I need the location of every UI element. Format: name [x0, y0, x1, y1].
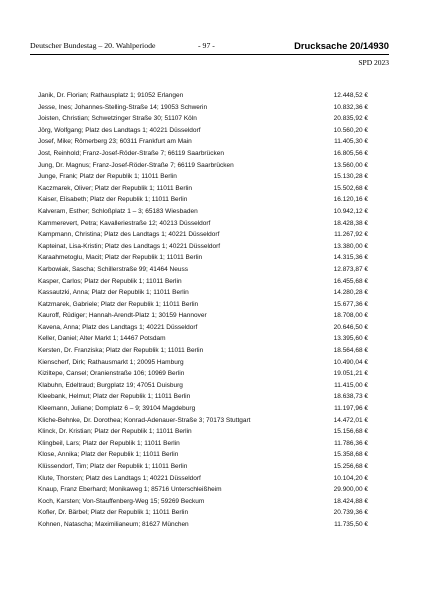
amount: 10.104,20 €: [333, 474, 368, 482]
list-item: [38, 484, 368, 496]
recipient-name-address: Kampmann, Christina; Platz des Landtags 1; 40221 Düsseldorf: [38, 231, 220, 239]
recipient-name-address: Karbowiak, Sascha; Schillerstraße 99; 41464 Neuss: [38, 265, 188, 273]
amount: 15.358,68 €: [333, 451, 368, 459]
amount: 14.315,36 €: [333, 254, 368, 262]
list-item: [38, 368, 368, 380]
list-item: [38, 206, 368, 218]
amount: 11.786,36 €: [334, 439, 368, 447]
list-item: [38, 276, 368, 288]
recipient-name-address: Kiziltepe, Cansel; Oranienstraße 106; 10969 Berlin: [38, 370, 185, 378]
list-item: [38, 148, 368, 160]
amount: 14.472,01 €: [333, 416, 368, 424]
list-item: [38, 449, 368, 461]
list-item: [38, 357, 368, 369]
list-item: [38, 415, 368, 427]
recipient-name-address: Klose, Annika; Platz der Republik 1; 11011 Berlin: [38, 451, 179, 459]
amount: 13.560,00 €: [333, 161, 368, 169]
amount: 15.677,36 €: [333, 300, 368, 308]
recipient-name-address: Kaiser, Elisabeth; Platz der Republik 1; 11011 Berlin: [38, 196, 188, 204]
list-item: [38, 90, 368, 102]
recipient-name-address: Koch, Karsten; Von-Stauffenberg-Weg 15; 59269 Beckum: [38, 497, 205, 505]
list-item: [38, 461, 368, 473]
recipient-name-address: Janik, Dr. Florian; Rathausplatz 1; 91052 Erlangen: [38, 92, 184, 99]
list-item: [38, 426, 368, 438]
list-item: [38, 403, 368, 415]
recipient-name-address: Josef, Mike; Römerberg 23; 60311 Frankfurt am Main: [38, 138, 192, 146]
amount: 11.735,50 €: [334, 520, 368, 528]
list-item: [38, 519, 368, 531]
amount: 15.256,68 €: [333, 463, 368, 470]
list-item: [38, 507, 368, 519]
recipient-name-address: Kleebank, Helmut; Platz der Republik 1; 11011 Berlin: [38, 393, 191, 401]
amount: 19.051,21 €: [333, 370, 368, 378]
list-item: [38, 102, 368, 114]
list-item: [38, 125, 368, 137]
list-item: [38, 229, 368, 241]
list-item: [38, 391, 368, 403]
amount: 18.428,38 €: [333, 219, 368, 227]
recipient-name-address: Kersten, Dr. Franziska; Platz der Republik 1; 11011 Berlin: [38, 347, 204, 355]
list-item: [38, 160, 368, 172]
recipient-name-address: Kapteinat, Lisa-Kristin; Platz des Landtags 1; 40221 Düsseldorf: [38, 242, 221, 250]
recipient-name-address: Karaahmetoglu, Macit; Platz der Republik 1; 11011 Berlin: [38, 254, 203, 262]
amount: 18.424,88 €: [333, 497, 368, 505]
recipient-name-address: Jung, Dr. Magnus; Franz-Josef-Röder-Straße 7; 66119 Saarbrücken: [38, 161, 234, 169]
amount: 12.873,87 €: [333, 265, 368, 273]
list-item: [38, 183, 368, 195]
list-item: [38, 194, 368, 206]
party-label: SPD 2023: [358, 58, 389, 67]
recipient-name-address: Keller, Daniel; Alter Markt 1; 14467 Potsdam: [38, 335, 166, 343]
recipient-name-address: Jost, Reinhold; Franz-Josef-Röder-Straße 7; 66119 Saarbrücken: [38, 149, 224, 157]
amount: 29.900,00 €: [333, 486, 368, 494]
recipient-name-address: Jörg, Wolfgang; Platz des Landtags 1; 40221 Düsseldorf: [38, 126, 201, 134]
recipient-name-address: Kassautzki, Anna; Platz der Republik 1; 11011 Berlin: [38, 289, 189, 297]
recipient-name-address: Kliche-Behnke, Dr. Dorothea; Konrad-Adenauer-Straße 3; 70173 Stuttgart: [38, 416, 251, 424]
amount: 15.156,68 €: [333, 428, 368, 436]
header-divider: [30, 54, 389, 55]
amount: 10.560,20 €: [333, 126, 368, 134]
amount: 20.739,36 €: [333, 509, 368, 517]
amount: 20.646,50 €: [333, 323, 368, 331]
recipient-name-address: Klüssendorf, Tim; Platz der Republik 1; 11011 Berlin: [38, 463, 188, 470]
recipient-name-address: Kleemann, Juliane; Domplatz 6 – 9; 39104 Magdeburg: [38, 405, 196, 413]
list-item: [38, 438, 368, 450]
donation-list: [38, 90, 368, 531]
recipient-name-address: Kauroff, Rüdiger; Hannah-Arendt-Platz 1; 30159 Hannover: [38, 312, 207, 320]
recipient-name-address: Kalveram, Esther; Schloßplatz 1 – 3; 65183 Wiesbaden: [38, 207, 198, 215]
amount: 13.380,00 €: [333, 242, 368, 250]
amount: 18.708,00 €: [333, 312, 368, 320]
page-number: - 97 -: [198, 41, 215, 50]
amount: 14.280,28 €: [333, 289, 368, 297]
recipient-name-address: Kaczmarek, Oliver; Platz der Republik 1; 11011 Berlin: [38, 184, 193, 192]
amount: 20.835,92 €: [333, 115, 368, 123]
list-item: [38, 241, 368, 253]
list-item: [38, 333, 368, 345]
list-item: [38, 345, 368, 357]
recipient-name-address: Joisten, Christian; Schwetzinger Straße 30; 51107 Köln: [38, 115, 197, 123]
list-item: [38, 473, 368, 485]
amount: 10.832,36 €: [333, 103, 368, 111]
amount: 13.395,60 €: [333, 335, 368, 343]
list-item: [38, 171, 368, 183]
document-number: Drucksache 20/14930: [294, 40, 389, 51]
amount: 18.638,73 €: [333, 393, 368, 401]
amount: 10.490,04 €: [333, 358, 368, 366]
recipient-name-address: Kammerevert, Petra; Kavalleriestraße 12; 40213 Düsseldorf: [38, 219, 211, 227]
recipient-name-address: Kienscherf, Dirk; Rathausmarkt 1; 20095 Hamburg: [38, 358, 184, 366]
amount: 16.120,16 €: [333, 196, 368, 204]
list-item: [38, 299, 368, 311]
amount: 11.405,30 €: [334, 138, 368, 146]
recipient-name-address: Junge, Frank; Platz der Republik 1; 11011 Berlin: [38, 173, 177, 181]
recipient-name-address: Klingbeil, Lars; Platz der Republik 1; 11011 Berlin: [38, 439, 180, 447]
amount: 16.455,68 €: [333, 277, 368, 285]
recipient-name-address: Klute, Thorsten; Platz des Landtags 1; 40221 Düsseldorf: [38, 474, 201, 482]
list-item: [38, 380, 368, 392]
amount: 16.805,56 €: [333, 149, 368, 157]
recipient-name-address: Kohnen, Natascha; Maximilianeum; 81627 München: [38, 520, 189, 528]
recipient-name-address: Katzmarek, Gabriele; Platz der Republik 1; 11011 Berlin: [38, 300, 199, 308]
recipient-name-address: Jesse, Ines; Johannes-Stelling-Straße 14; 19053 Schwerin: [38, 103, 208, 111]
list-item: [38, 218, 368, 230]
list-item: [38, 136, 368, 148]
amount: 15.130,28 €: [333, 173, 368, 181]
recipient-name-address: Klinck, Dr. Kristian; Platz der Republik 1; 11011 Berlin: [38, 428, 192, 436]
amount: 11.415,00 €: [334, 381, 368, 389]
list-item: [38, 113, 368, 125]
list-item: [38, 264, 368, 276]
list-item: [38, 496, 368, 508]
list-item: [38, 252, 368, 264]
amount: 11.267,92 €: [334, 231, 368, 239]
amount: 15.502,68 €: [333, 184, 368, 192]
page-header: [30, 41, 389, 53]
list-item: [38, 322, 368, 334]
amount: 10.942,12 €: [333, 207, 368, 215]
list-item: [38, 287, 368, 299]
amount: 12.448,52 €: [333, 92, 368, 99]
amount: 18.564,68 €: [333, 347, 368, 355]
recipient-name-address: Kasper, Carlos; Platz der Republik 1; 11011 Berlin: [38, 277, 182, 285]
recipient-name-address: Kavena, Anna; Platz des Landtags 1; 40221 Düsseldorf: [38, 323, 198, 331]
recipient-name-address: Klabuhn, Edeltraud; Burgplatz 19; 47051 Duisburg: [38, 381, 183, 389]
list-item: [38, 310, 368, 322]
publisher-label: Deutscher Bundestag – 20. Wahlperiode: [30, 41, 156, 50]
amount: 11.197,96 €: [334, 405, 368, 413]
recipient-name-address: Kofler, Dr. Bärbel; Platz der Republik 1; 11011 Berlin: [38, 509, 189, 517]
recipient-name-address: Knaup, Franz Eberhard; Monikaweg 1; 85716 Unterschleißheim: [38, 486, 222, 494]
